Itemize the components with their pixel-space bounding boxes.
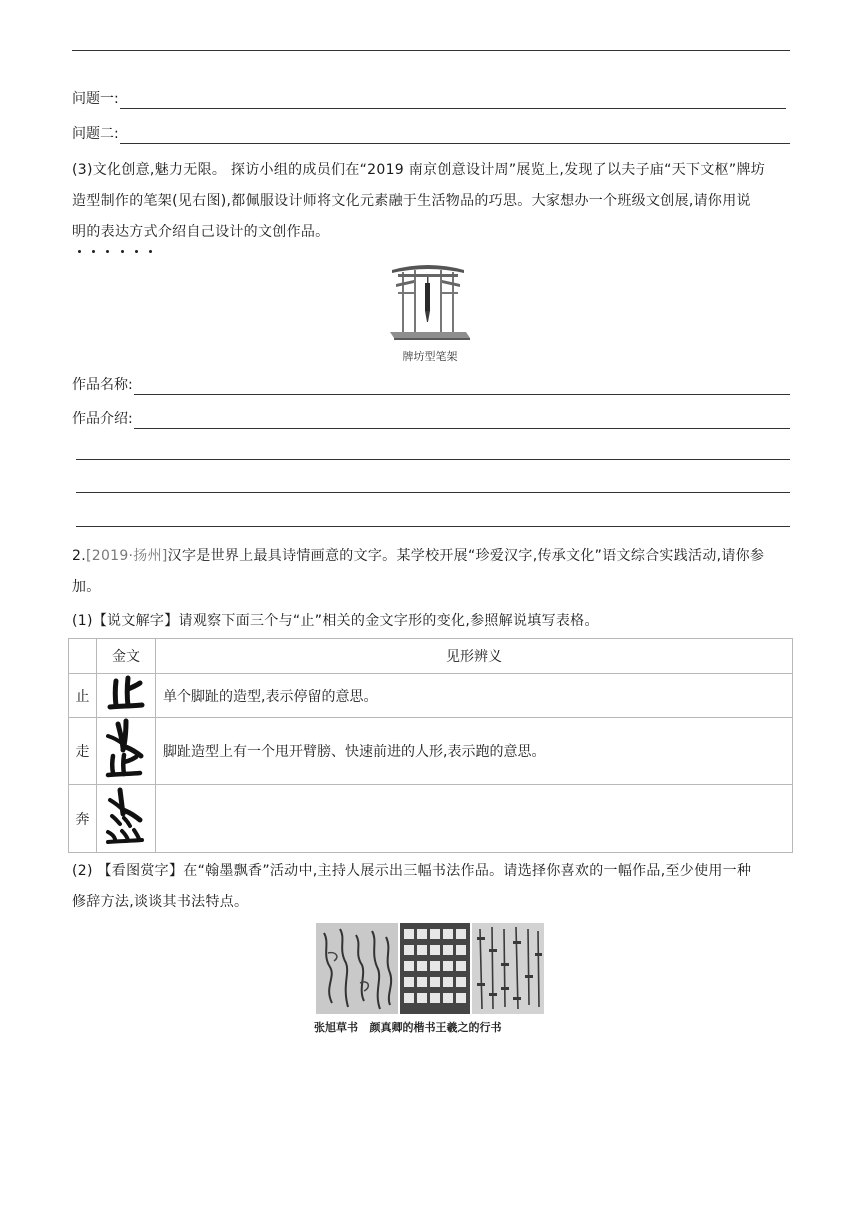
emphasis-dot-char: 明 — [72, 217, 86, 248]
question2-line1 — [72, 541, 792, 572]
emphasized-text — [72, 224, 158, 240]
row-meaning-zhi: 单个脚趾的造型,表示停留的意思。 — [156, 674, 793, 718]
part2-instruction — [72, 856, 792, 918]
answer-line-1[interactable] — [76, 459, 790, 460]
paifang-pen-rack-image — [384, 262, 472, 342]
table-header-row — [69, 639, 793, 674]
question2-line1-text: 汉字是世界上最具诗情画意的文字。某学校开展“珍爱汉字,传承文化”语文综合实践活动,请你参 — [167, 548, 765, 564]
row-char-zou: 走 — [69, 718, 97, 785]
table-row — [69, 718, 793, 785]
part3-line2: 造型制作的笔架(见右图),都佩服设计师将文化元素融于生活物品的巧思。大家想办一个班级文创展,请你用说 — [72, 193, 751, 209]
row-meaning-zou: 脚趾造型上有一个甩开臂膀、快速前进的人形,表示跑的意思。 — [156, 718, 793, 785]
part2-line1: (2) 【看图赏字】在“翰墨飘香”活动中,主持人展示出三幅书法作品。请选择你喜欢的一幅作品,至少使用一种 — [72, 863, 752, 879]
work-intro-blank[interactable] — [134, 411, 790, 429]
header-cell-jinwen: 金文 — [97, 639, 156, 674]
work-name-line — [72, 373, 790, 395]
row-meaning-ben-blank[interactable] — [156, 785, 793, 853]
question-one-label: 问题一: — [72, 91, 119, 107]
table-row — [69, 785, 793, 853]
row-char-ben: 奔 — [69, 785, 97, 853]
question2-number: 2. — [72, 548, 86, 564]
work-intro-line — [72, 407, 790, 429]
question-one-line — [72, 87, 790, 109]
question2-line2: 加。 — [72, 579, 101, 595]
question-two-label: 问题二: — [72, 126, 119, 142]
emphasis-dot-char: 达 — [115, 217, 129, 248]
work-name-blank[interactable] — [134, 377, 790, 395]
calligraphy-images — [316, 923, 544, 1014]
question2-source: [2019·扬州] — [85, 548, 168, 564]
jinwen-table — [68, 638, 793, 853]
emphasis-dot-char: 表 — [101, 217, 115, 248]
emphasis-dot-char: 方 — [129, 217, 143, 248]
part3-paragraph — [72, 155, 792, 248]
work-name-label: 作品名称: — [72, 377, 133, 393]
question-two-blank[interactable] — [120, 126, 790, 144]
part1-instruction: (1)【说文解字】请观察下面三个与“止”相关的金文字形的变化,参照解说填写表格。 — [72, 613, 599, 629]
work-intro-label: 作品介绍: — [72, 411, 133, 427]
part3-line1: (3)文化创意,魅力无限。 探访小组的成员们在“2019 南京创意设计周”展览上,发现了以夫子庙“天下文枢”牌坊 — [72, 162, 766, 178]
question-two-line — [72, 122, 790, 144]
jinwen-glyph-ben — [97, 785, 156, 853]
table-row — [69, 674, 793, 718]
jinwen-glyph-zhi — [97, 674, 156, 718]
part2-line2: 修辞方法,谈谈其书法特点。 — [72, 894, 249, 910]
header-cell-empty — [69, 639, 97, 674]
calligraphy-caption: 张旭草书 颜真卿的楷书王羲之的行书 — [314, 1021, 502, 1034]
row-char-zhi: 止 — [69, 674, 97, 718]
answer-line-2[interactable] — [76, 492, 790, 493]
emphasis-dot-char: 的 — [86, 217, 100, 248]
top-rule — [72, 50, 790, 51]
part3-line3-rest: 介绍自己设计的文创作品。 — [157, 224, 330, 240]
answer-line-3[interactable] — [76, 526, 790, 527]
header-cell-meaning: 见形辨义 — [156, 639, 793, 674]
emphasis-dot-char: 式 — [144, 217, 158, 248]
part3-line3 — [72, 217, 792, 248]
question-one-blank[interactable] — [120, 91, 786, 109]
jinwen-glyph-zou — [97, 718, 156, 785]
question2-intro — [72, 541, 792, 603]
figure-caption: 牌坊型笔架 — [402, 350, 458, 363]
